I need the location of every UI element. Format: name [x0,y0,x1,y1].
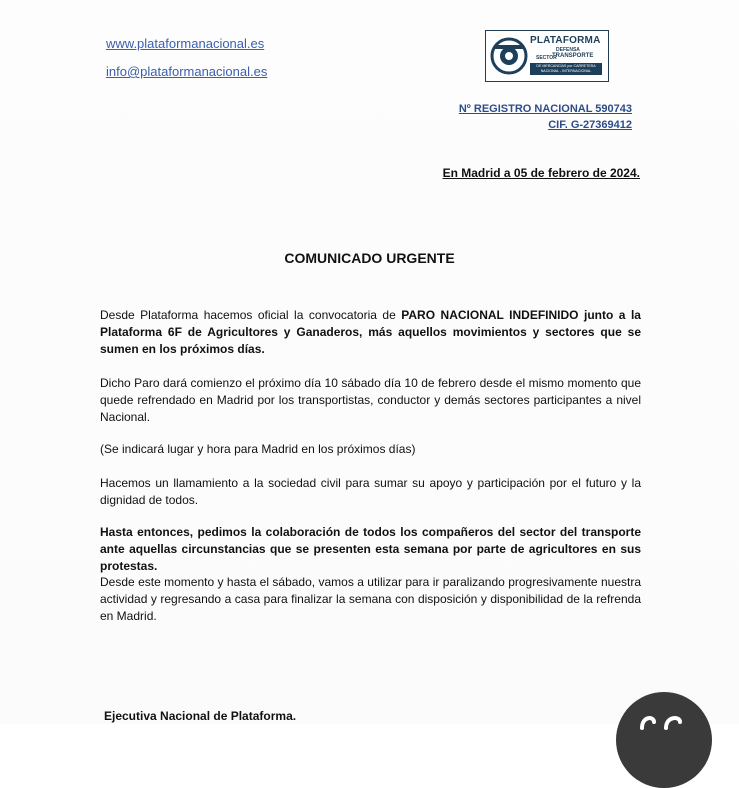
p1-text-b: PARO NACIONAL INDEFINIDO [401,308,579,322]
paragraph-4 [100,475,641,509]
registration-info [459,101,632,133]
email-link[interactable]: info@plataformanacional.es [106,64,268,79]
plataforma-logo [485,30,609,82]
truck-wheel-icon [490,37,528,75]
website-link[interactable]: www.plataformanacional.es [106,36,265,51]
p4-text: Hacemos un llamamiento a la sociedad civil para sumar su apoyo y participación por el futuro y la dignidad de todos. [100,476,641,507]
share-badge[interactable] [616,692,712,788]
paragraph-2 [100,375,641,426]
logo-line2-main: TRANSPORTE [552,53,594,59]
logo-line1: DEFENSA [556,47,580,53]
p1-text-a: Desde Plataforma hacemos oficial la convocatoria de [100,308,402,322]
paragraph-5 [100,524,641,575]
document-title: COMUNICADO URGENTE [284,250,455,266]
paragraph-6 [100,574,641,625]
p3-text: (Se indicará lugar y hora para Madrid en los próximos días) [100,442,416,456]
contact-links [106,36,267,92]
p5-text: Hasta entonces, pedimos la colaboración de todos los compañeros del sector del transporte ante aquellas circunstancias que se presenten esta semana por parte de agricultores en sus protestas. [100,525,641,573]
paragraph-1 [100,307,641,358]
p6-text: Desde este momento y hasta el sábado, vamos a utilizar para ir paralizando progresivamente nuestra actividad y regresando a casa para finalizar la semana con disposición y disponibilidad de la refrenda en Madrid. [100,575,641,623]
logo-word: PLATAFORMA [530,35,601,46]
registro-nacional: Nº REGISTRO NACIONAL 590743 [458,103,632,115]
share-badge-icon [636,706,692,736]
logo-band-line2: NACIONAL - INTERNACIONAL [540,69,592,73]
cif-number: CIF. G-27369412 [548,119,632,131]
logo-line2-prefix: SECTOR [536,55,557,61]
paragraph-3 [100,441,641,458]
p2-text: Dicho Paro dará comienzo el próximo día 10 sábado día 10 de febrero desde el mismo momento que quede refrendado en Madrid por los transportistas, conductor y demás sectores participantes a nivel Nacional. [100,376,641,424]
logo-band-line1: DE MERCANCÍAS por CARRETERA [536,64,596,68]
signature: Ejecutiva Nacional de Plataforma. [104,709,297,723]
p1-text-c: junto a la Plataforma 6F de Agricultores y Ganaderos, más aquellos movimientos y sectores que se sumen en los próximos días. [100,308,641,356]
document-date: En Madrid a 05 de febrero de 2024. [442,166,640,180]
logo-band [530,63,602,75]
